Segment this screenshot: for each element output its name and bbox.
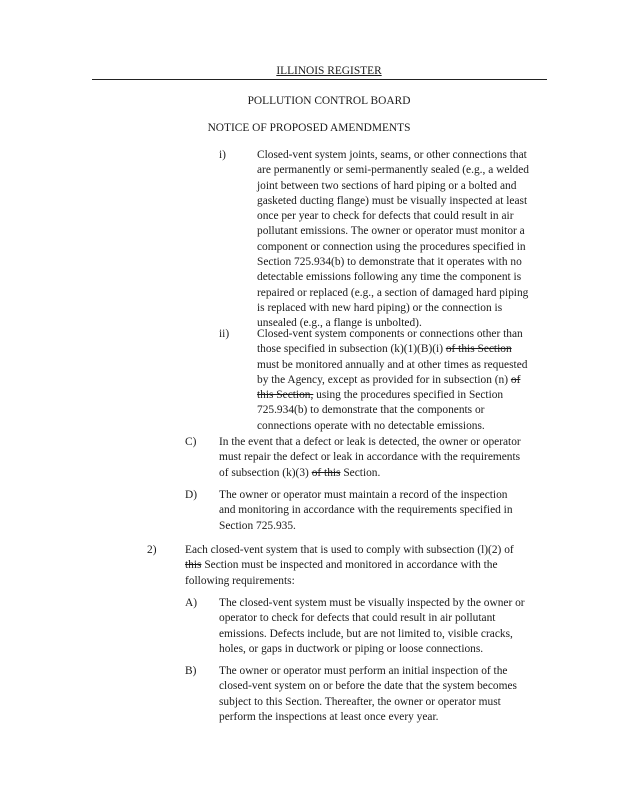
text-line: 725.934(b) to demonstrate that the components or bbox=[257, 404, 485, 417]
text-line: The owner or operator must perform an initial inspection of the bbox=[219, 665, 508, 677]
board-title: POLLUTION CONTROL BOARD bbox=[247, 95, 411, 107]
text-segment: Section must be inspected and monitored in accordance with the bbox=[201, 559, 498, 572]
text-line: Closed-vent system joints, seams, or other connections that bbox=[257, 149, 527, 161]
item-label-2: 2) bbox=[147, 544, 157, 556]
text-line: Closed-vent system components or connections other than bbox=[257, 328, 523, 340]
text-line: repaired or replaced (e.g., a section of damaged hard piping bbox=[257, 286, 529, 299]
text-line: is replaced with new hard piping) or the connection is bbox=[257, 301, 503, 314]
text-line: The closed-vent system must be visually inspected by the owner or bbox=[219, 597, 525, 609]
text-line bbox=[257, 373, 547, 388]
text-line: unsealed (e.g., a flange is unbolted). bbox=[257, 317, 422, 330]
text-line bbox=[257, 388, 547, 403]
text-line: Section 725.934(b) to demonstrate that it operates with no bbox=[257, 256, 522, 269]
paragraph-C-text bbox=[219, 435, 549, 481]
text-line: emissions. Defects include, but are not limited to, visible cracks, bbox=[219, 627, 513, 640]
text-line: pollutant emissions. The owner or operator must monitor a bbox=[257, 225, 525, 238]
text-segment: by the Agency, except as provided for in subsection (n) bbox=[257, 373, 511, 386]
notice-title: NOTICE OF PROPOSED AMENDMENTS bbox=[207, 122, 411, 134]
text-line bbox=[219, 466, 549, 481]
text-line: once per year to check for defects that could result in air bbox=[257, 210, 514, 223]
text-line: and monitoring in accordance with the requirements specified in bbox=[219, 504, 513, 517]
register-title: ILLINOIS REGISTER bbox=[276, 65, 382, 77]
item-label-C: C) bbox=[185, 436, 197, 448]
text-line: following requirements: bbox=[185, 574, 295, 587]
header-rule bbox=[92, 79, 547, 80]
text-segment: of subsection (k)(3) bbox=[219, 466, 312, 479]
text-line: The owner or operator must maintain a record of the inspection bbox=[219, 489, 508, 501]
item-label-ii: ii) bbox=[219, 328, 230, 340]
text-line: component or connection using the procedures specified in bbox=[257, 240, 526, 253]
item-label-A: A) bbox=[185, 597, 198, 609]
text-line: subject to this Section. Thereafter, the owner or operator must bbox=[219, 695, 501, 708]
text-line: are permanently or semi-permanently sealed (e.g., a welded bbox=[257, 164, 529, 177]
item-label-B: B) bbox=[185, 665, 197, 677]
text-line: Section 725.935. bbox=[219, 519, 296, 532]
paragraph-D-text bbox=[219, 488, 549, 534]
paragraph-B-text bbox=[219, 664, 549, 725]
text-segment: using the procedures specified in Section bbox=[313, 389, 504, 402]
struck-text: this bbox=[185, 559, 202, 572]
text-line: must repair the defect or leak in accordance with the requirements bbox=[219, 451, 521, 464]
paragraph-ii-text bbox=[257, 327, 547, 434]
text-line bbox=[185, 558, 550, 573]
struck-text: of this bbox=[311, 466, 341, 479]
paragraph-i-text bbox=[257, 148, 547, 332]
item-label-D: D) bbox=[185, 489, 198, 501]
text-line: In the event that a defect or leak is detected, the owner or operator bbox=[219, 436, 521, 448]
text-line bbox=[257, 342, 547, 357]
text-line: holes, or gaps in ductwork or piping or loose connections. bbox=[219, 642, 484, 655]
text-segment: Section. bbox=[340, 466, 381, 479]
struck-text: of this Section bbox=[445, 343, 512, 356]
text-line: connections operate with no detectable emissions. bbox=[257, 419, 485, 432]
struck-text: this Section, bbox=[257, 389, 314, 402]
text-line: operator to check for defects that could result in air pollutant bbox=[219, 612, 496, 625]
paragraph-A-text bbox=[219, 596, 549, 657]
text-line: perform the inspections at least once every year. bbox=[219, 710, 439, 723]
text-line: joint between two sections of hard piping or a bolted and bbox=[257, 179, 517, 192]
item-label-i: i) bbox=[219, 149, 226, 161]
struck-text: of bbox=[510, 373, 521, 386]
text-line: Each closed-vent system that is used to comply with subsection (l)(2) of bbox=[185, 544, 514, 556]
text-line: closed-vent system on or before the date that the system becomes bbox=[219, 680, 517, 693]
text-segment: those specified in subsection (k)(1)(B)(i) bbox=[257, 343, 446, 356]
paragraph-2-text bbox=[185, 543, 550, 589]
text-line: must be monitored annually and at other times as requested bbox=[257, 358, 528, 371]
text-line: gasketed ducting flange) must be visually inspected at least bbox=[257, 194, 528, 207]
text-line: detectable emissions following any time the component is bbox=[257, 271, 522, 284]
